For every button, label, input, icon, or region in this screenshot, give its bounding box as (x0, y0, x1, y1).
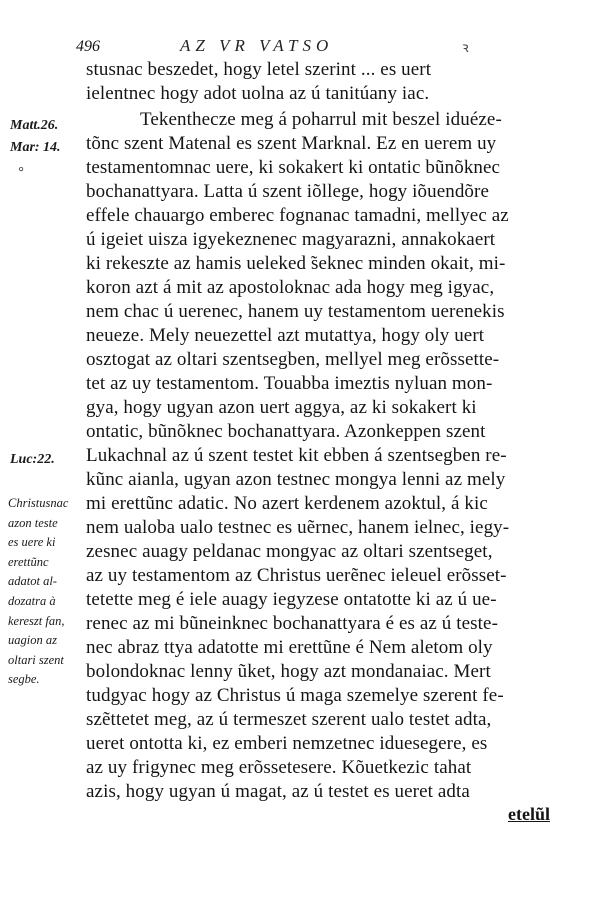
text-line: nec abraz ttya adatotte mi erettũne é Nem aletom oly (86, 637, 493, 658)
text-line: osztogat az oltari szentsegben, mellyel meg erõssette- (86, 349, 500, 370)
text-line: Lukachnal az ú szent testet kit ebben á szentsegben re- (86, 445, 507, 466)
text-line: ueret ontotta ki, ez emberi nemzetnec iduesegere, es (86, 733, 488, 754)
text-line: effele chauargo emberec fognanac tamadni, mellyec az (86, 205, 509, 226)
text-line: testamentomnac uere, ki sokakert ki ontatic bũnõknec (86, 157, 501, 178)
margin-reference-luke: Luc:22. (10, 452, 55, 467)
sidenote-line: oltari szent (8, 652, 64, 667)
text-line: tõnc szent Matenal es szent Marknal. Ez en uerem uy (86, 133, 497, 154)
text-line: azis, hogy ugyan ú magat, az ú testet es ueret adta (86, 781, 470, 802)
sidenote-line: erettũnc (8, 554, 49, 569)
sidenote-line: kereszt fan, (8, 613, 65, 628)
running-head-mark: ꝛ (462, 41, 469, 56)
margin-reference-matthew: Matt.26. (10, 118, 59, 133)
margin-sidenote (8, 494, 90, 690)
catchword: etelũl (508, 804, 550, 824)
text-line: nem ualoba ualo testnec es uẽrnec, hanem ielnec, iegy- (86, 517, 510, 538)
page-number: 496 (76, 38, 100, 55)
text-line: az uy frigynec meg erõssetesere. Kõuetkezic tahat (86, 757, 472, 778)
text-line: ontatic, bũnõknec bochanattyara. Azonkeppen szent (86, 421, 486, 442)
text-line: bochanattyara. Latta ú szent iõllege, hogy iõuendõre (86, 181, 489, 202)
text-line: neueze. Mely neuezettel azt mutattya, hogy oly uert (86, 325, 485, 346)
text-line: ielentnec hogy adot uolna az ú tanitúany iac. (86, 83, 430, 104)
text-line: bolondoknac lenny ũket, hogy azt mondanaiac. Mert (86, 661, 491, 682)
text-line: ú igeiet uisza igyekeznenec magyarazni, annakokaert (86, 229, 496, 250)
text-line: gya, hogy ugyan azon uert aggya, az ki sokakert ki (86, 397, 477, 418)
text-line: szẽttetet meg, az ú termeszet szerent ualo testet adta, (86, 709, 492, 730)
text-line: tet az uy testamentom. Touabba imeztis nyluan mon- (86, 373, 493, 394)
running-head: AZ VR VATSO (180, 36, 334, 55)
text-line: kũnc aianla, ugyan azon testnec mongya lenni az mely (86, 469, 506, 490)
text-line: Tekenthecze meg á poharrul mit beszel iduéze- (140, 109, 502, 130)
text-line: mi erettũnc adatic. No azert kerdenem azoktul, á kic (86, 493, 488, 514)
text-line: zesnec auagy peldanac mongyac az oltari szentseget, (86, 541, 493, 562)
text-line: stusnac beszedet, hogy letel szerint ... es uert (86, 59, 432, 80)
text-line: tudgyac hogy az Christus ú maga szemelye szerent fe- (86, 685, 504, 706)
sidenote-line: dozatra à (8, 593, 56, 608)
sidenote-line: uagion az (8, 633, 57, 648)
text-line: koron azt á mit az apostoloknac ada hogy meg igyac, (86, 277, 495, 298)
text-line: renec az mi bũneinknec bochanattyara é es az ú teste- (86, 613, 498, 634)
text-line: nem chac ú uerenec, hanem uy testamentom uerenekis (86, 301, 505, 322)
sidenote-line: adatot al- (8, 574, 57, 589)
sidenote-line: segbe. (8, 672, 40, 687)
margin-reference-mark: Mar: 14. (10, 140, 61, 155)
text-line: tetette meg é iele auagy iegyzese ontatotte ki az ú ue- (86, 589, 497, 610)
text-line: ki rekeszte az hamis ueleked ̃seknec minden okait, mi- (86, 253, 506, 274)
margin-dot-mark: ° (18, 164, 24, 179)
sidenote-line: azon teste (8, 515, 58, 530)
sidenote-line: es uere ki (8, 535, 56, 550)
text-line: az uy testamentom az Christus uerẽnec ieleuel erõsset- (86, 565, 507, 586)
sidenote-line: Christusnac (8, 496, 69, 510)
